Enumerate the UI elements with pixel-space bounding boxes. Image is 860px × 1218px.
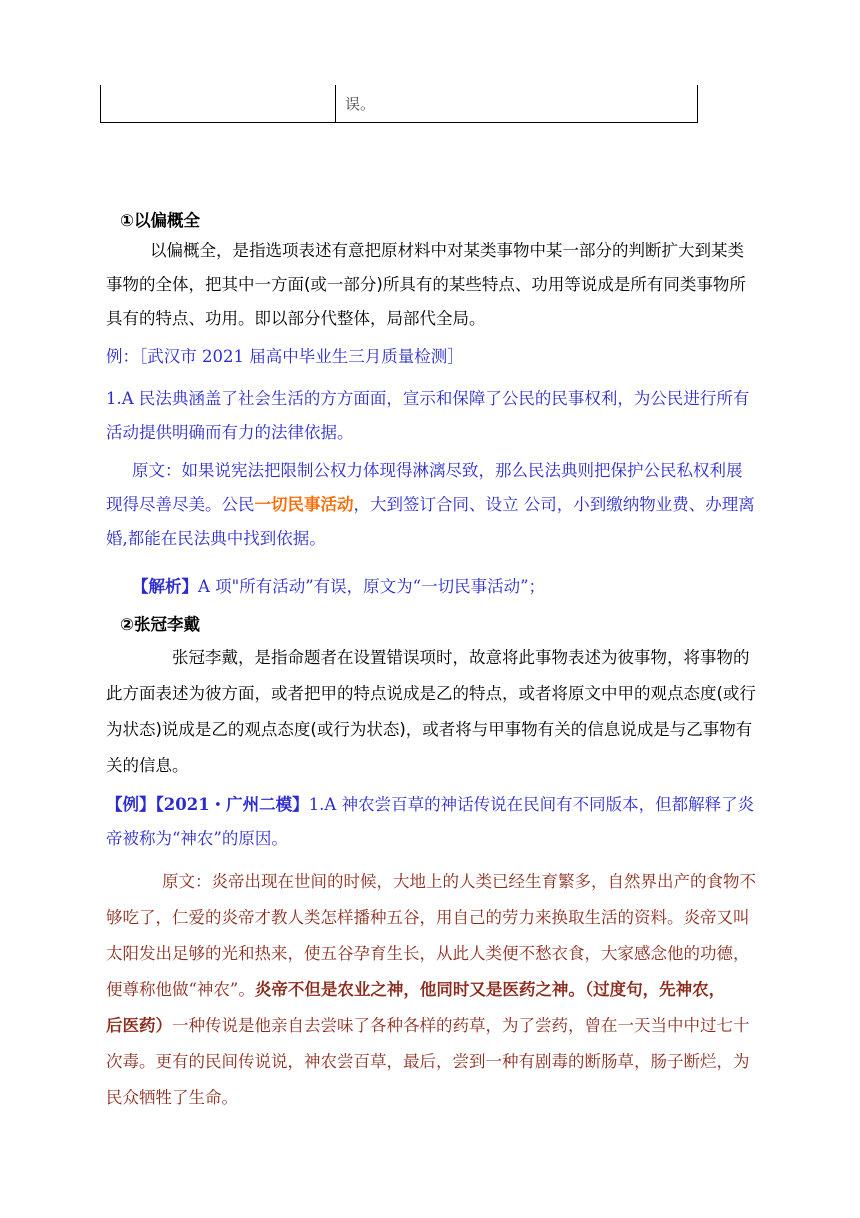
original-line [106, 1008, 766, 1044]
original-text: 一种传说是他亲自去尝味了各种各样的药草，为了尝药，曾在一天当中中过七十 [172, 1016, 750, 1035]
section2-example [106, 788, 766, 856]
section2-definition [106, 640, 766, 784]
item-line: 帝被称为“神农”的原因。 [106, 829, 288, 848]
example-label: 例： [106, 347, 139, 366]
original-text: ，大到签订合同、设立 公司，小到缴纳物业费、办理离 [353, 495, 755, 514]
def-line: 为状态)说成是乙的观点态度(或行为状态)，或者将与甲事物有关的信息说成是与乙事物有 [106, 720, 753, 739]
original-line [106, 488, 766, 522]
original-line: 原文：如果说宪法把限制公权力体现得淋漓尽致，那么民法典则把保护公民私权利展 [132, 461, 743, 480]
bold-phrase: 炎帝不但是农业之神，他同时又是医药之神。（过度句，先神农， [254, 980, 726, 999]
analysis-text: A 项"所有活动”有误，原文为“一切民事活动”； [198, 577, 546, 596]
def-line: 关的信息。 [106, 756, 189, 775]
def-line: 以偏概全，是指选项表述有意把原材料中对某类事物中某一部分的判断扩大到某类 [150, 241, 744, 260]
section2-original [106, 864, 766, 1116]
original-line: 次毒。更有的民间传说说，神农尝百草，最后，尝到一种有剧毒的断肠草，肠子断烂，为 [106, 1052, 750, 1071]
section1-definition [106, 234, 766, 336]
item-line: 1.A 民法典涵盖了社会生活的方方面面，宣示和保障了公民的民事权利，为公民进行所有 [106, 389, 750, 408]
original-text: 现得尽善尽美。公民 [106, 495, 255, 514]
original-line: 婚,都能在民法典中找到依据。 [106, 529, 326, 548]
section1-example-header [106, 342, 766, 372]
original-line: 民众牺牲了生命。 [106, 1088, 238, 1107]
def-line: 具有的特点、功用。即以部分代整体，局部代全局。 [106, 309, 486, 328]
section1-analysis [132, 570, 792, 604]
original-line [106, 972, 766, 1008]
highlight-phrase: 一切民事活动 [254, 495, 354, 514]
item-line: 1.A 神农尝百草的神话传说在民间有不同版本，但都解释了炎 [308, 795, 755, 814]
section1-item [106, 382, 766, 450]
def-line: 事物的全体，把其中一方面(或一部分)所具有的某些特点、功用等说成是所有同类事物所 [106, 275, 746, 294]
original-text: 便尊称他做“神农”。 [106, 980, 255, 999]
item-line: 活动提供明确而有力的法律依据。 [106, 423, 354, 442]
section1-heading: ①以偏概全 [120, 211, 200, 230]
bold-phrase: 后医药） [106, 1016, 172, 1035]
original-line: 太阳发出足够的光和热来，使五谷孕育生长，从此人类便不愁衣食，大家感念他的功德， [106, 944, 750, 963]
example-source: 【2021・广州二模】 [155, 795, 309, 814]
table-divider [335, 85, 336, 122]
example-source: ［武汉市 2021 届高中毕业生三月质量检测］ [139, 347, 464, 366]
analysis-tag: 【解析】 [132, 577, 198, 596]
example-tag: 【例】 [106, 795, 156, 814]
original-line: 原文：炎帝出现在世间的时候，大地上的人类已经生育繁多，自然界出产的食物不 [162, 872, 756, 891]
def-line: 此方面表述为彼方面，或者把甲的特点说成是乙的特点，或者将原文中甲的观点态度(或行 [106, 684, 756, 703]
table-fragment [100, 85, 698, 123]
table-cell-text: 误。 [345, 95, 376, 113]
section1-original [106, 454, 766, 556]
original-line: 够吃了，仁爱的炎帝才教人类怎样播种五谷，用自己的劳力来换取生活的资料。炎帝又叫 [106, 908, 750, 927]
section2-heading: ②张冠李戴 [120, 615, 200, 634]
def-line: 张冠李戴，是指命题者在设置错误项时，故意将此事物表述为彼事物，将事物的 [172, 648, 750, 667]
